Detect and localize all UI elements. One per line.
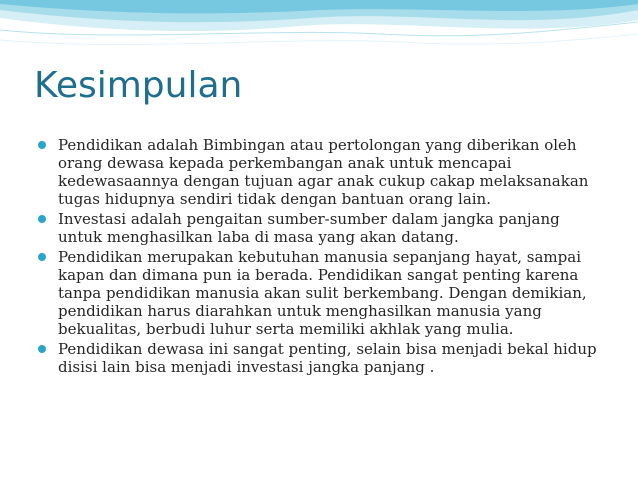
header-wave-decoration [0, 0, 638, 60]
bullet-text: Investasi adalah pengaitan sumber-sumber dalam jangka panjang untuk menghasilkan laba di masa yang akan datang. [58, 210, 560, 246]
bullet-dot-icon [38, 253, 46, 261]
bullet-text: Pendidikan dewasa ini sangat penting, selain bisa menjadi bekal hidup disisi lain bisa menjadi investasi jangka panjang . [58, 340, 597, 376]
bullet-text: Pendidikan merupakan kebutuhan manusia sepanjang hayat, sampai kapan dan dimana pun ia berada. Pendidikan sangat penting karena tanpa pendidikan manusia akan sulit berkembang. Dengan demikian, pendidikan harus diarahkan untuk menghasilkan manusia yang bekualitas, berbudi luhur serta memiliki akhlak yang mulia. [58, 248, 587, 338]
bullet-item [38, 248, 598, 338]
bullet-item [38, 136, 598, 208]
bullet-text: Pendidikan adalah Bimbingan atau pertolongan yang diberikan oleh orang dewasa kepada perkembangan anak untuk mencapai kedewasaannya dengan tujuan agar anak cukup cakap melaksanakan tugas hidupnya sendiri tidak dengan bantuan orang lain. [58, 136, 589, 208]
bullet-dot-icon [38, 215, 46, 223]
bullet-dot-icon [38, 345, 46, 353]
bullet-dot-icon [38, 141, 46, 149]
bullet-list [38, 136, 598, 378]
bullet-item [38, 210, 598, 246]
bullet-item [38, 340, 598, 376]
slide-title: Kesimpulan [34, 65, 243, 106]
